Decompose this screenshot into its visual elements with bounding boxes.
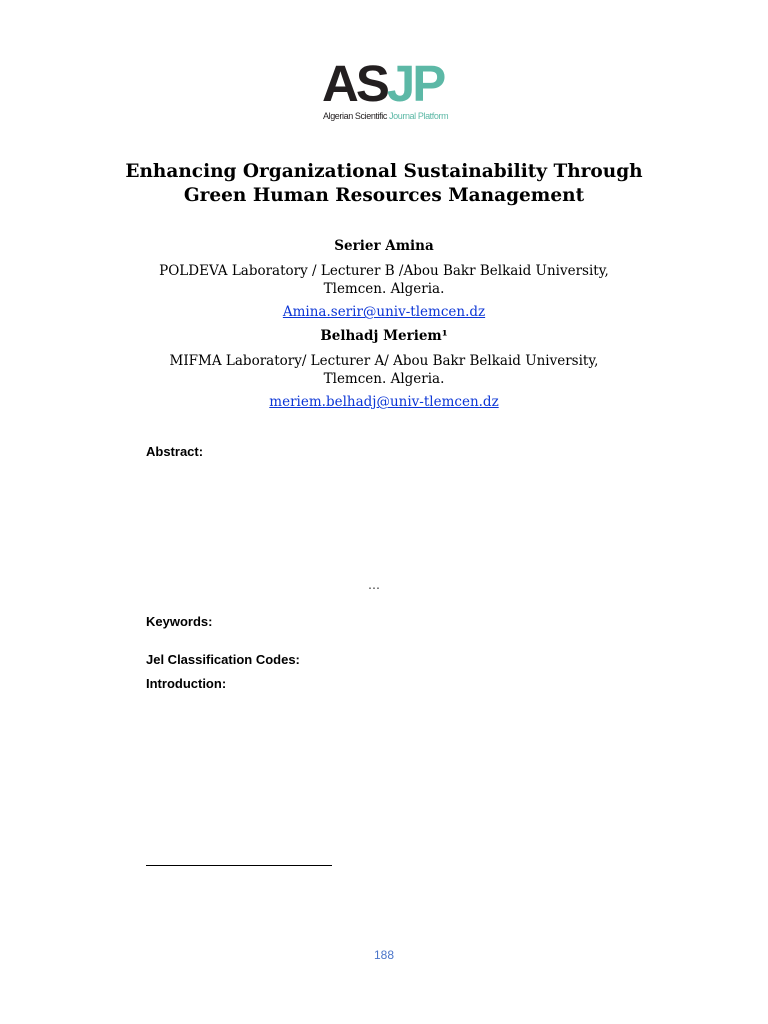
author-2-email-link[interactable]: meriem.belhadj@univ-tlemcen.dz: [269, 394, 499, 410]
logo-subtitle-part2: Journal Platform: [389, 111, 449, 121]
logo-wordmark: [322, 55, 444, 112]
ellipsis: …: [368, 578, 380, 592]
author-1-affiliation-line-2: Tlemcen. Algeria.: [323, 281, 445, 297]
page-number: 188: [373, 948, 395, 962]
title-line-1: Enhancing Organizational Sustainability Through: [125, 161, 643, 182]
author-2-email-row: [140, 393, 628, 411]
author-1-email-link[interactable]: Amina.serir@univ-tlemcen.dz: [282, 304, 486, 320]
logo-subtitle-part1: Algerian Scientific: [323, 111, 390, 121]
asjp-logo: [322, 55, 449, 126]
author-1-affiliation-line-1: POLDEVA Laboratory / Lecturer B /Abou Bakr Belkaid University,: [159, 263, 609, 279]
title-line-2: Green Human Resources Management: [183, 185, 585, 206]
paper-title: [100, 160, 668, 208]
author-2-block: [140, 327, 628, 345]
abstract-heading: Abstract:: [146, 444, 204, 459]
footnote-separator: [146, 865, 332, 866]
author-2-affiliation-line-1: MIFMA Laboratory/ Lecturer A/ Abou Bakr Belkaid University,: [169, 353, 599, 369]
introduction-heading: Introduction:: [146, 676, 227, 691]
keywords-heading: Keywords:: [146, 614, 213, 629]
author-1-affiliation: [140, 262, 628, 298]
logo-jp: JP: [386, 55, 444, 112]
author-1-block: [140, 237, 628, 255]
jel-codes-heading: Jel Classification Codes:: [146, 652, 300, 667]
author-1-email-row: [140, 303, 628, 321]
logo-as: AS: [322, 55, 387, 112]
author-2-affiliation: [140, 352, 628, 388]
author-2-name: Belhadj Meriem¹: [320, 328, 448, 344]
author-1-name: Serier Amina: [334, 238, 434, 254]
author-2-affiliation-line-2: Tlemcen. Algeria.: [323, 371, 445, 387]
logo-subtitle: [323, 111, 448, 121]
